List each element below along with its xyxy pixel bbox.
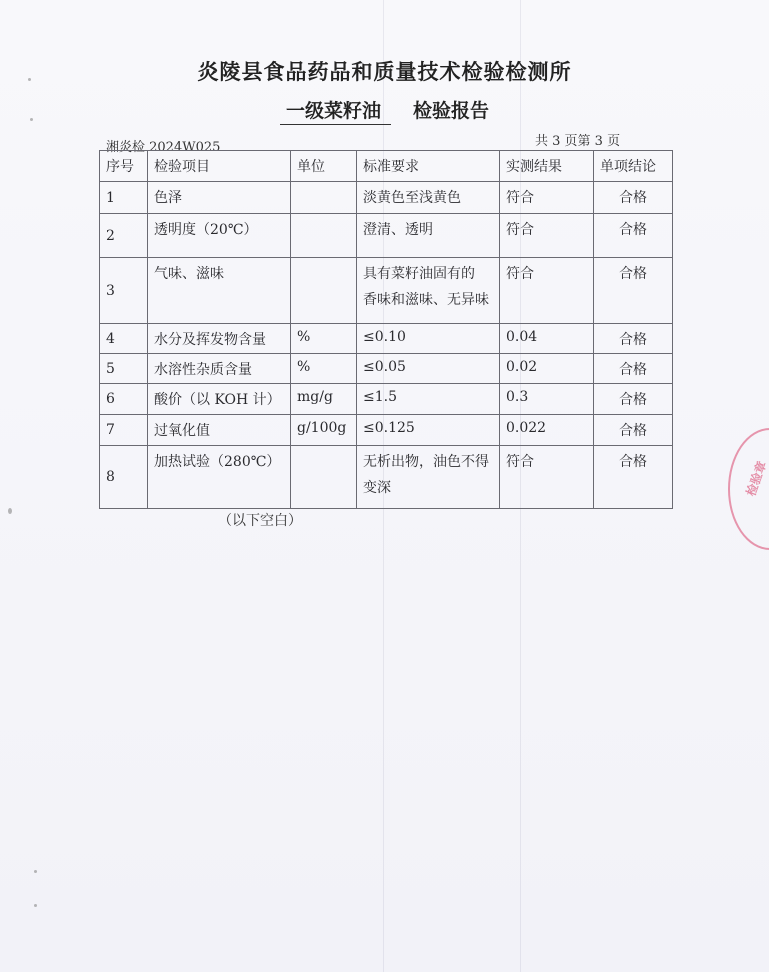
- cell-result: 符合: [500, 258, 594, 324]
- cell-item: 酸价（以 KOH 计）: [148, 384, 291, 415]
- seal-fragment: 检验章: [743, 459, 769, 498]
- cell-result: 符合: [500, 182, 594, 214]
- cell-conclusion: 合格: [594, 384, 673, 415]
- cell-result: 0.3: [500, 384, 594, 415]
- cell-result: 0.022: [500, 415, 594, 446]
- institution-title: 炎陵县食品药品和质量技术检验检测所: [197, 60, 572, 84]
- cell-no: 1: [100, 182, 148, 214]
- report-type: 检验报告: [413, 100, 490, 122]
- cell-item: 水溶性杂质含量: [148, 354, 291, 384]
- cell-unit: mg/g: [291, 384, 357, 415]
- cell-unit: [291, 258, 357, 324]
- page-info: 共 3 页第 3 页: [535, 134, 621, 149]
- table-row: [100, 182, 673, 214]
- report-subtitle: [0, 96, 769, 125]
- cell-unit: g/100g: [291, 415, 357, 446]
- table-row: [100, 384, 673, 415]
- cell-no: 6: [100, 384, 148, 415]
- cell-no: 2: [100, 214, 148, 258]
- column-header: 实测结果: [500, 151, 594, 182]
- paper-speck: [30, 118, 33, 121]
- cell-result: 符合: [500, 446, 594, 509]
- column-header: 单项结论: [594, 151, 673, 182]
- table-header-row: [100, 151, 673, 182]
- cell-standard: [357, 258, 500, 324]
- cell-unit: %: [291, 354, 357, 384]
- blank-below-note: （以下空白）: [218, 513, 302, 529]
- product-name: 一级菜籽油: [280, 96, 391, 125]
- cell-conclusion: 合格: [594, 214, 673, 258]
- report-number: 湘炎检 2024W025: [106, 140, 221, 155]
- paper-speck: [34, 904, 37, 907]
- cell-item: 加热试验（280℃）: [148, 446, 291, 509]
- cell-conclusion: 合格: [594, 415, 673, 446]
- cell-standard: ≤1.5: [357, 384, 500, 415]
- standard-line: 无析出物，油色不得: [363, 454, 489, 470]
- inspection-table: [99, 150, 673, 509]
- official-seal-stamp: [728, 428, 769, 550]
- cell-standard: ≤0.10: [357, 324, 500, 354]
- column-header: 序号: [100, 151, 148, 182]
- cell-result: 0.04: [500, 324, 594, 354]
- cell-unit: %: [291, 324, 357, 354]
- paper-speck: [34, 870, 37, 873]
- table-row: [100, 446, 673, 509]
- cell-standard: ≤0.125: [357, 415, 500, 446]
- standard-line: 具有菜籽油固有的: [363, 266, 475, 282]
- cell-no: 8: [100, 446, 148, 509]
- cell-unit: [291, 446, 357, 509]
- cell-no: 7: [100, 415, 148, 446]
- cell-conclusion: 合格: [594, 324, 673, 354]
- cell-unit: [291, 214, 357, 258]
- cell-standard: [357, 446, 500, 509]
- table-row: [100, 258, 673, 324]
- column-header: 检验项目: [148, 151, 291, 182]
- cell-item: 水分及挥发物含量: [148, 324, 291, 354]
- cell-no: 3: [100, 258, 148, 324]
- cell-standard: 澄清、透明: [357, 214, 500, 258]
- paper-speck: [28, 78, 31, 81]
- cell-conclusion: 合格: [594, 258, 673, 324]
- table-row: [100, 415, 673, 446]
- cell-unit: [291, 182, 357, 214]
- cell-conclusion: 合格: [594, 182, 673, 214]
- cell-item: 气味、滋味: [148, 258, 291, 324]
- cell-conclusion: 合格: [594, 354, 673, 384]
- paper-speck: [8, 508, 12, 514]
- cell-result: 符合: [500, 214, 594, 258]
- cell-item: 透明度（20℃）: [148, 214, 291, 258]
- cell-item: 色泽: [148, 182, 291, 214]
- table-row: [100, 324, 673, 354]
- table-row: [100, 214, 673, 258]
- table-row: [100, 354, 673, 384]
- cell-standard: ≤0.05: [357, 354, 500, 384]
- cell-item: 过氧化值: [148, 415, 291, 446]
- standard-line: 香味和滋味、无异味: [363, 292, 489, 308]
- cell-conclusion: 合格: [594, 446, 673, 509]
- cell-standard: 淡黄色至浅黄色: [357, 182, 500, 214]
- column-header: 单位: [291, 151, 357, 182]
- cell-result: 0.02: [500, 354, 594, 384]
- column-header: 标准要求: [357, 151, 500, 182]
- cell-no: 5: [100, 354, 148, 384]
- standard-line: 变深: [363, 480, 391, 496]
- cell-no: 4: [100, 324, 148, 354]
